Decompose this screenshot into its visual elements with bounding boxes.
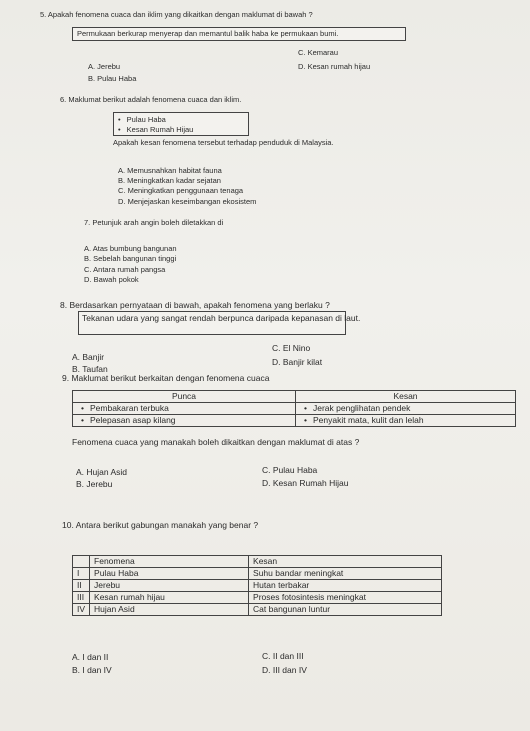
q6-item-2: • Kesan Rumah Hijau [114, 125, 193, 134]
q5-option-c[interactable]: C. Kemarau [298, 48, 339, 57]
q8-statement: Tekanan udara yang sangat rendah berpunca daripada kepanasan di laut. [82, 313, 361, 323]
q8-statement-box [78, 311, 361, 335]
q10-option-a[interactable]: A. I dan II [72, 652, 109, 662]
q6-question: 6. Maklumat berikut adalah fenomena cuaca dan iklim. [60, 95, 242, 104]
q8-question: 8. Berdasarkan pernyataan di bawah, apakah fenomena yang berlaku ? [60, 300, 330, 310]
q10-question: 10. Antara berikut gabungan manakah yang benar ? [62, 520, 259, 530]
table-row [73, 580, 442, 592]
q9-header-kesan: Kesan [296, 391, 516, 403]
q6-item-1: • Pulau Haba [114, 115, 166, 124]
q5-option-b[interactable]: B. Pulau Haba [88, 74, 137, 83]
q9-cell: • Pelepasan asap kilang [73, 415, 296, 427]
q6-option-a[interactable]: A. Memusnahkan habitat fauna [118, 166, 222, 175]
table-row [73, 403, 516, 415]
table-row [73, 568, 442, 580]
q6-option-b[interactable]: B. Meningkatkan kadar sejatan [118, 176, 221, 185]
q10-cell: Hujan Asid [90, 604, 249, 616]
q10-cell: II [73, 580, 90, 592]
q10-table [72, 555, 442, 616]
q10-cell: IV [73, 604, 90, 616]
q10-header-kesan: Kesan [249, 556, 442, 568]
q5-statement: Permukaan berkurap menyerap dan memantul balik haba ke permukaan bumi. [77, 29, 339, 38]
q6-option-c[interactable]: C. Meningkatkan penggunaan tenaga [118, 186, 244, 195]
q7-option-c[interactable]: C. Antara rumah pangsa [84, 265, 166, 274]
q10-cell: Proses fotosintesis meningkat [249, 592, 442, 604]
q8-option-d[interactable]: D. Banjir kilat [272, 357, 323, 367]
q9-cell: • Pembakaran terbuka [73, 403, 296, 415]
q10-cell: I [73, 568, 90, 580]
q6-sub-question: Apakah kesan fenomena tersebut terhadap penduduk di Malaysia. [113, 138, 334, 147]
q9-option-d[interactable]: D. Kesan Rumah Hijau [262, 478, 349, 488]
q10-table-header [73, 556, 442, 568]
q5-statement-box [72, 27, 406, 41]
q10-cell: III [73, 592, 90, 604]
q9-question: 9. Maklumat berikut berkaitan dengan fenomena cuaca [62, 373, 270, 383]
q9-option-a[interactable]: A. Hujan Asid [76, 467, 128, 477]
q9-option-c[interactable]: C. Pulau Haba [262, 465, 318, 475]
table-row [73, 604, 442, 616]
q5-question: 5. Apakah fenomena cuaca dan iklim yang dikaitkan dengan maklumat di bawah ? [40, 10, 313, 19]
q9-table [72, 390, 516, 427]
table-row [73, 415, 516, 427]
table-row [73, 592, 442, 604]
q9-header-punca: Punca [73, 391, 296, 403]
q7-question: 7. Petunjuk arah angin boleh diletakkan di [84, 218, 224, 227]
q8-option-a[interactable]: A. Banjir [72, 352, 105, 362]
q9-cell: • Penyakit mata, kulit dan lelah [296, 415, 516, 427]
q7-option-b[interactable]: B. Sebelah bangunan tinggi [84, 254, 177, 263]
q10-cell: Cat bangunan luntur [249, 604, 442, 616]
q7-option-d[interactable]: D. Bawah pokok [84, 275, 139, 284]
q6-option-d[interactable]: D. Menjejaskan keseimbangan ekosistem [118, 197, 257, 206]
q5-option-a[interactable]: A. Jerebu [88, 62, 121, 71]
q10-cell: Pulau Haba [90, 568, 249, 580]
q10-option-b[interactable]: B. I dan IV [72, 665, 112, 675]
q7-option-a[interactable]: A. Atas bumbung bangunan [84, 244, 177, 253]
q10-header-fenomena: Fenomena [90, 556, 249, 568]
q9-sub-question: Fenomena cuaca yang manakah boleh dikaitkan dengan maklumat di atas ? [72, 437, 360, 447]
q8-option-b[interactable]: B. Taufan [72, 364, 108, 374]
q9-table-header [73, 391, 516, 403]
q10-cell: Suhu bandar meningkat [249, 568, 442, 580]
q9-option-b[interactable]: B. Jerebu [76, 479, 113, 489]
q10-option-c[interactable]: C. II dan III [262, 651, 304, 661]
q10-cell: Hutan terbakar [249, 580, 442, 592]
q9-cell: • Jerak penglihatan pendek [296, 403, 516, 415]
q10-cell: Kesan rumah hijau [90, 592, 249, 604]
q10-header-num [73, 556, 90, 568]
q10-cell: Jerebu [90, 580, 249, 592]
q5-option-d[interactable]: D. Kesan rumah hijau [298, 62, 371, 71]
q10-option-d[interactable]: D. III dan IV [262, 665, 307, 675]
q8-option-c[interactable]: C. El Nino [272, 343, 311, 353]
q6-items-box [113, 112, 249, 136]
